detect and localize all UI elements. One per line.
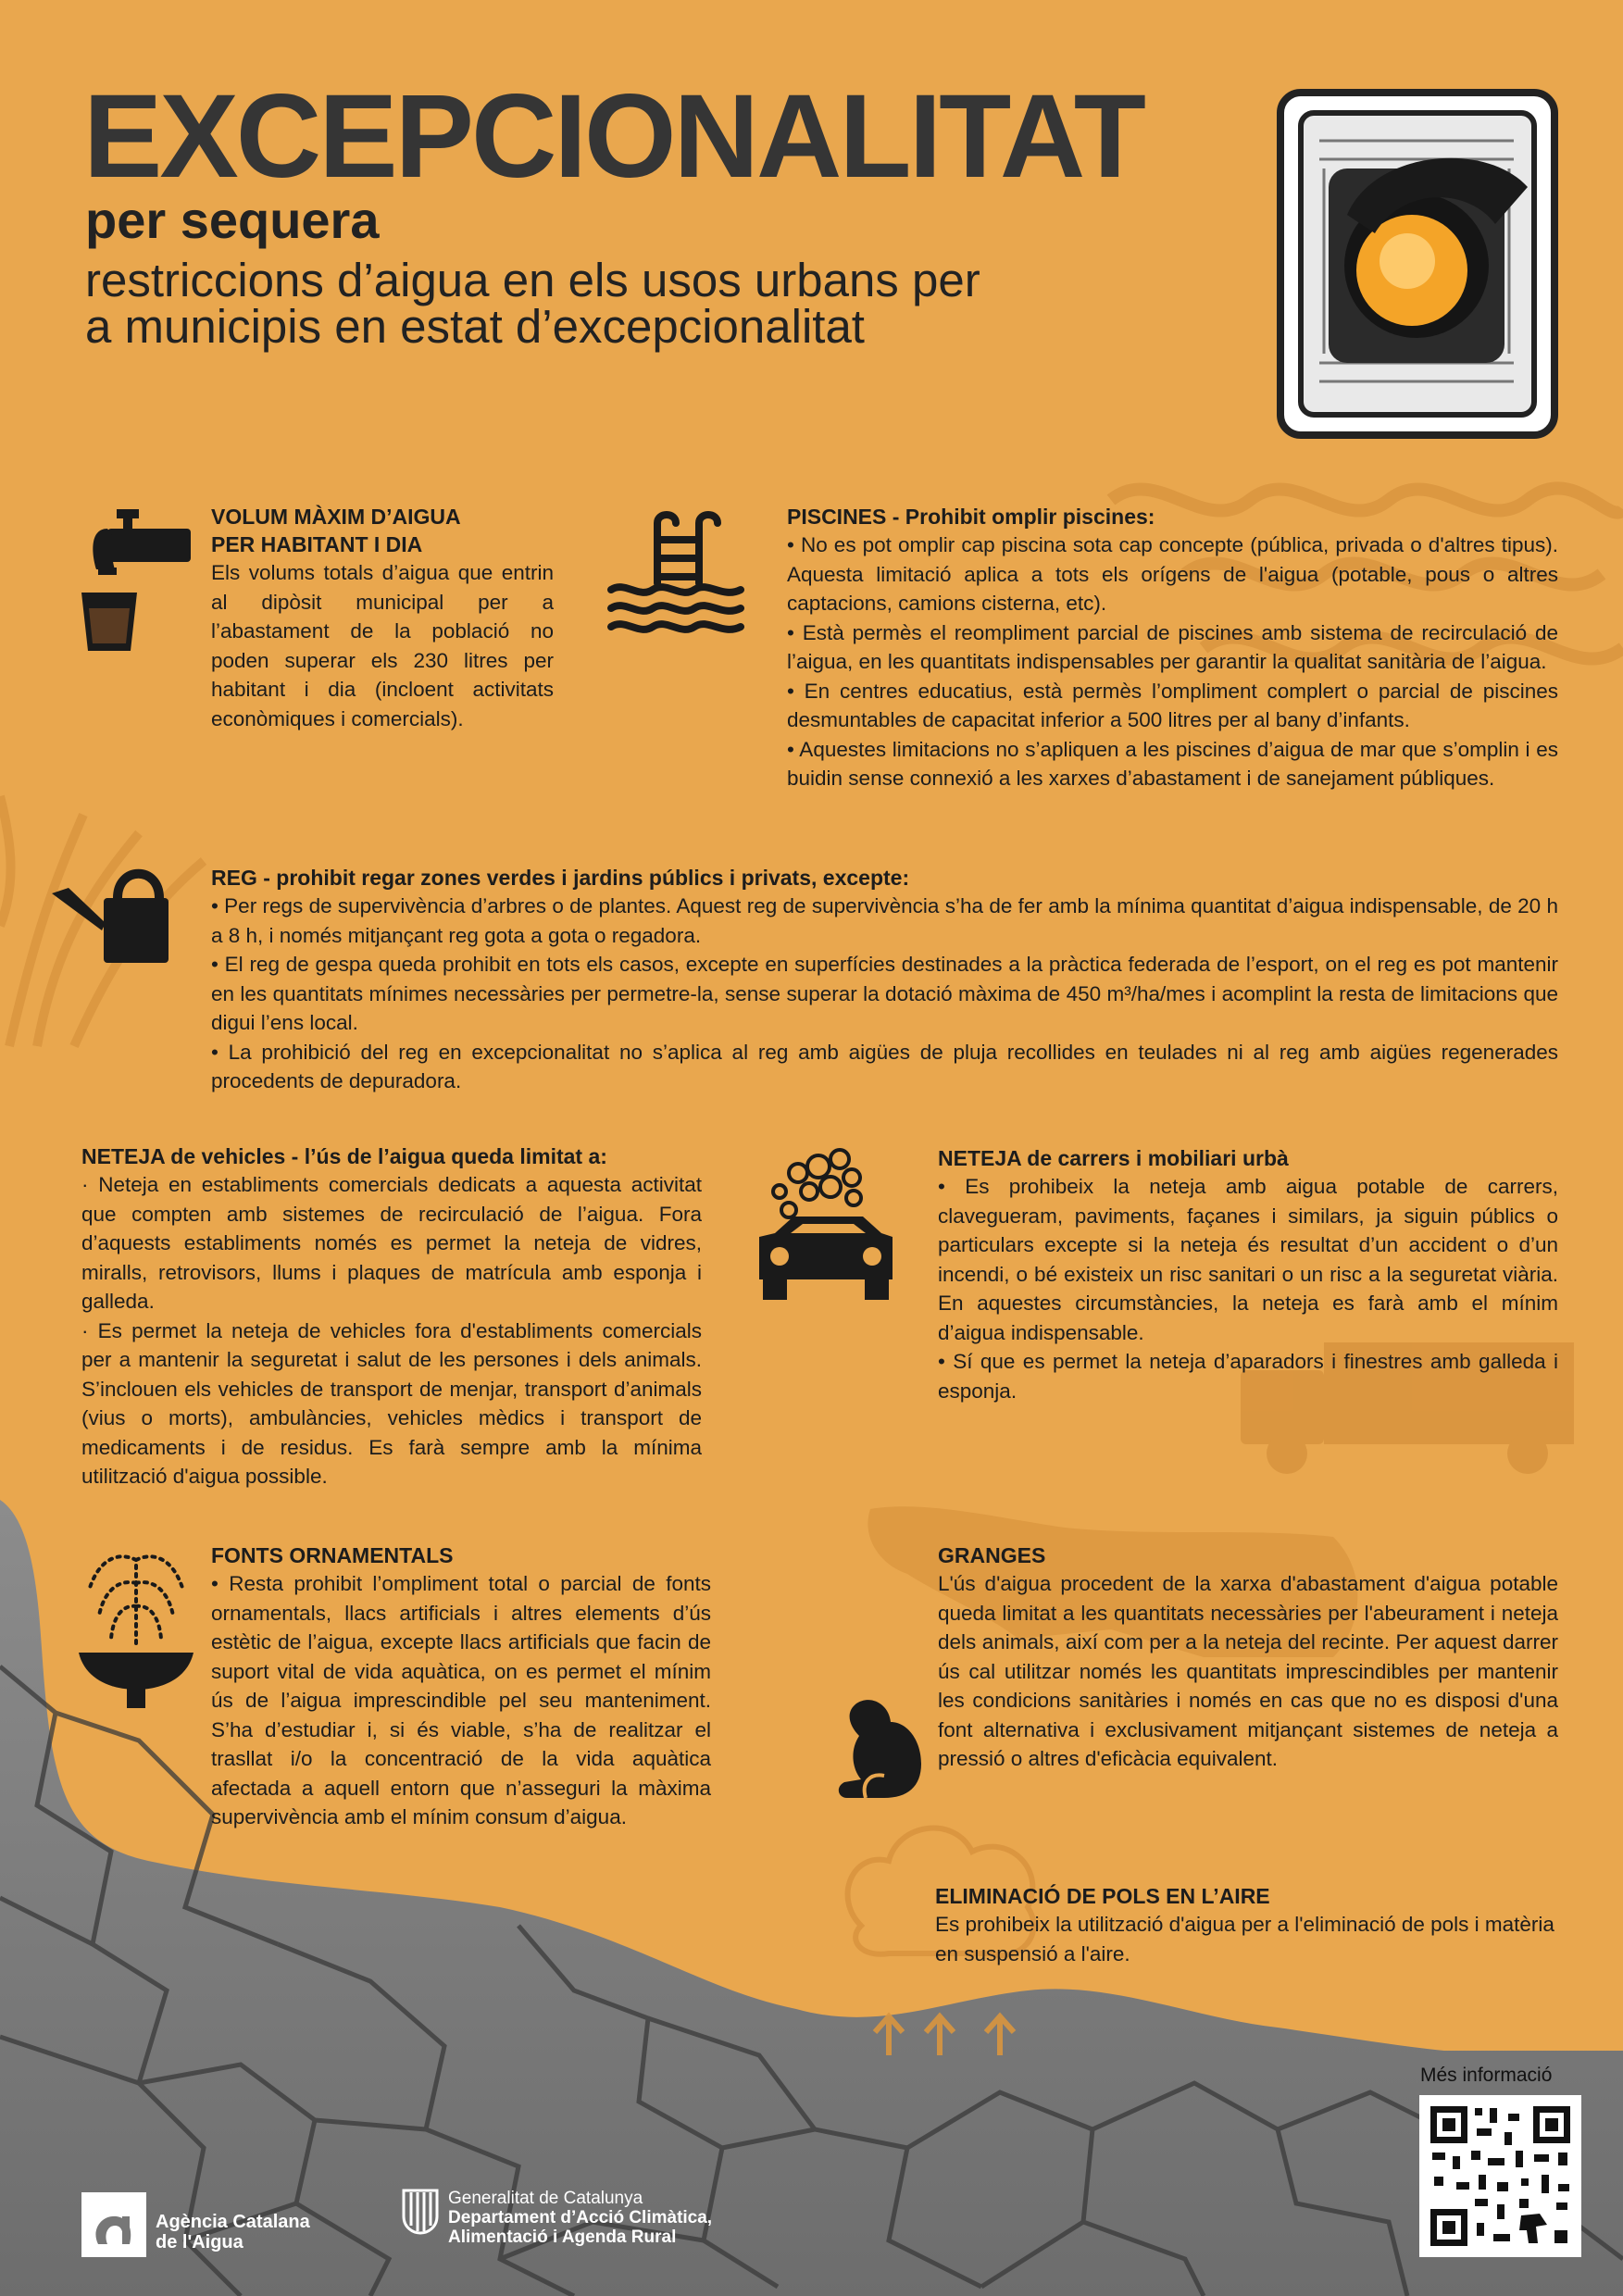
carrers-bullet-1: • Es prohibeix la neteja amb aigua potable de carrers, clavegueram, paviments, façanes i similars, ja siguin públics o particulars excepte si la neteja és resultat d’un accident o d’un incendi, o bé existeix un risc sanitari o un risc a la seguretat viària. En aquestes circumstàncies, la neteja es farà amb el mínim d’aigua indispensable. xyxy=(938,1175,1558,1344)
granges-text: L'ús d'aigua procedent de la xarxa d'abastament d'aigua potable queda limitat a les quantitats necessàries per l'abeurament i neteja dels animals, així com per a la neteja del recinte. Per aquest darrer ús cal utilitzar només les quantitats imprescindibles per mantenir les condicions sanitàries i només en cas que no es disposi d'una font alternativa i exclusivament mitjançant sistemes de neteja a pressió o altres d'eficàcia equivalent. xyxy=(938,1572,1558,1770)
watering-can-icon xyxy=(48,856,178,967)
reg-bullet-3: • La prohibició del reg en excepcionalitat no s’aplica al reg amb aigües de pluja recollides en teulades ni al reg amb aigües regenerades procedents de depuradora. xyxy=(211,1040,1558,1092)
page-title: EXCEPCIONALITAT xyxy=(83,70,1143,203)
vehicles-section xyxy=(81,1142,702,1491)
granges-section xyxy=(938,1541,1558,1774)
tap-icon xyxy=(80,505,191,653)
volum-text: Els volums totals d’aigua que entrin al dipòsit municipal per a l’abastament de la població no poden superar els 230 litres per habitant i dia (incloent activitats econòmiques i comercials). xyxy=(211,561,554,730)
piscines-bullet-2: • Està permès el reompliment parcial de piscines amb sistema de recirculació de l’aigua, en les quantitats indispensables per garantir la qualitat sanitària de l’aigua. xyxy=(787,620,1558,673)
aca-name xyxy=(156,2212,310,2252)
pool-ladder-icon xyxy=(606,505,745,643)
vehicles-bullet-2: · Es permet la neteja de vehicles fora d'establiments comercials per a mantenir la seguretat i salut de les persones i dels animals. S’inclouen els vehicles de transport de menjar, transport d’animals (vius o morts), ambulàncies, vehicles mèdics i transport de medicaments i de residus. Es farà sempre amb la mínima utilització d'aigua possible. xyxy=(81,1318,702,1488)
page-description: restriccions d’aigua en els usos urbans per a municipis en estat d’excepcionalitat xyxy=(85,254,980,353)
generalitat-name xyxy=(448,2189,712,2247)
volum-heading-line1: VOLUM MÀXIM D’AIGUA xyxy=(211,505,461,529)
piscines-bullet-3: • En centres educatius, està permès l’ompliment complert o parcial de piscines desmuntables de capacitat inferior a 500 litres per al bany d’infants. xyxy=(787,679,1558,731)
generalitat-logo-icon xyxy=(402,2189,439,2235)
generalitat-line1: Generalitat de Catalunya xyxy=(448,2189,643,2208)
pols-section xyxy=(935,1882,1565,1968)
volum-heading-line2: PER HABITANT I DIA xyxy=(211,532,423,556)
piscines-heading: PISCINES - Prohibit omplir piscines: xyxy=(787,505,1155,529)
aca-line1: Agència Catalana xyxy=(156,2212,310,2232)
reg-bullet-2: • El reg de gespa queda prohibit en tots els casos, excepte en superfícies destinades a la pràctica federada de l’esport, on el reg es pot mantenir en les quantitats mínimes necessàries per permetre-la, sense superar la dotació màxima de 450 m³/ha/mes i acomplint la resta de limitacions que digui l’ens local. xyxy=(211,953,1558,1034)
qr-code-icon[interactable] xyxy=(1419,2095,1581,2257)
vehicles-heading: NETEJA de vehicles - l’ús de l’aigua queda limitat a: xyxy=(81,1144,607,1168)
aca-logo-icon xyxy=(81,2192,146,2257)
car-wash-icon xyxy=(752,1141,900,1307)
traffic-light-icon xyxy=(1273,85,1569,446)
fountain-icon xyxy=(76,1541,196,1708)
fonts-text: • Resta prohibit l’ompliment total o parcial de fonts ornamentals, llacs artificials i altres elements d’ús estètic de l’aigua, excepte llacs artificials que facin de suport vital de vida aquàtica, on es permet el mínim ús de l’aigua imprescindible pel seu manteniment. S’ha d’estudiar i, si és viable, s’ha de realitzar el trasllat i/o la concentració de la vida aquàtica afectada a aquell entorn que n’asseguri la màxima supervivència amb el mínim consum d’aigua. xyxy=(211,1572,711,1828)
piscines-bullet-1: • No es pot omplir cap piscina sota cap concepte (pública, privada o d'altres tipus). Aquesta limitació aplica a tots els orígens de l'aigua (potable, pous o altres captacions, camions cisterna, etc). xyxy=(787,533,1558,615)
volum-section xyxy=(211,503,554,733)
carrers-bullet-2: • Sí que es permet la neteja d’aparadors i finestres amb galleda i esponja. xyxy=(938,1350,1558,1403)
generalitat-line3: Alimentació i Agenda Rural xyxy=(448,2227,677,2247)
reg-heading: REG - prohibit regar zones verdes i jardins públics i privats, excepte: xyxy=(211,866,910,890)
page-subtitle: per sequera xyxy=(85,191,380,249)
reg-section xyxy=(211,864,1558,1096)
aca-line2: de l'Aigua xyxy=(156,2232,243,2252)
reg-bullet-1: • Per regs de supervivència d’arbres o de plantes. Aquest reg de supervivència s’ha de fer amb la mínima quantitat d’aigua indispensable, de 20 h a 8 h, i només mitjançant reg gota a gota o regadora. xyxy=(211,894,1558,947)
rabbit-icon xyxy=(833,1694,926,1801)
generalitat-line2: Departament d’Acció Climàtica, xyxy=(448,2208,713,2227)
fonts-section xyxy=(211,1541,711,1832)
fonts-heading: FONTS ORNAMENTALS xyxy=(211,1543,454,1567)
more-info-label: Més informació xyxy=(1420,2065,1553,2086)
pols-text: Es prohibeix la utilització d'aigua per a l'eliminació de pols i matèria en suspensió a l'aire. xyxy=(935,1913,1554,1965)
carrers-heading: NETEJA de carrers i mobiliari urbà xyxy=(938,1146,1289,1170)
carrers-section xyxy=(938,1144,1558,1405)
pols-heading: ELIMINACIÓ DE POLS EN L’AIRE xyxy=(935,1884,1270,1908)
piscines-bullet-4: • Aquestes limitacions no s’apliquen a les piscines d’aigua de mar que s’omplin i es buidin sense connexió a les xarxes d’abastament i de sanejament públiques. xyxy=(787,737,1558,790)
granges-heading: GRANGES xyxy=(938,1543,1046,1567)
vehicles-bullet-1: · Neteja en establiments comercials dedicats a aquesta activitat que compten amb sistemes de recirculació de l’aigua. Fora d’aquests establiments només es permet la neteja de vidres, miralls, retrovisors, llums i plaques de matrícula amb esponja i galleda. xyxy=(81,1173,702,1313)
piscines-section xyxy=(787,503,1558,793)
